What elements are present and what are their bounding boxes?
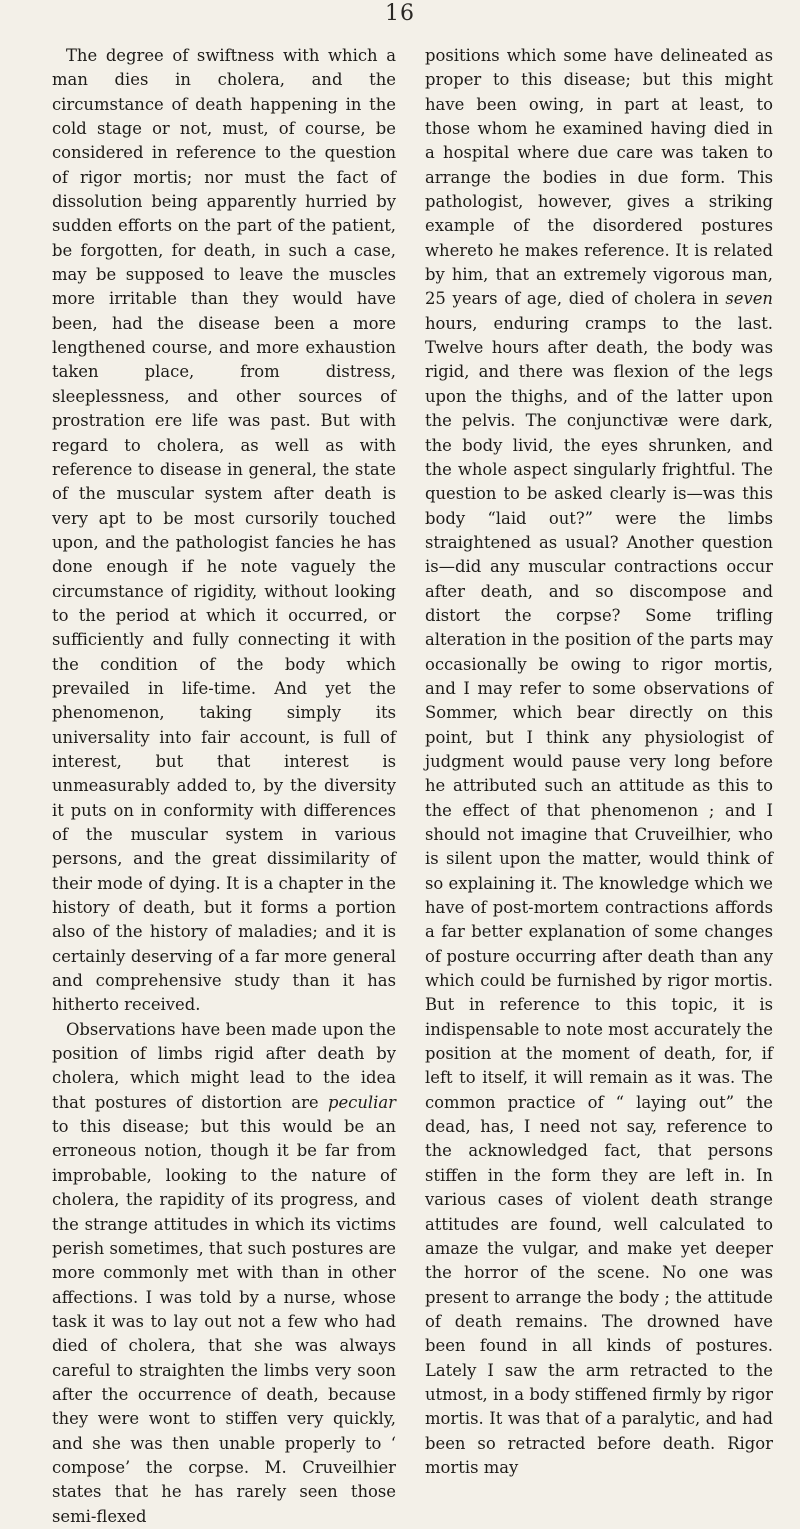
- page-number: 16: [385, 1, 415, 26]
- right-column: [425, 44, 773, 1480]
- paragraph-cruveilhier-part-2: hours, enduring cramps to the last. Twelve hours after death, the body was rigid, and there was flexion of the legs upon the thighs, and of the latter upon the pelvis. The conjunctivæ were dark, the body livid, the eyes shrunken, and the whole aspect singularly frightful. The question to be asked clearly is—was this body “laid out?” were the limbs straightened as usual? Another question is—did any muscular contractions occur after death, and so discompose and distort the corpse? Some trifling alteration in the position of the parts may occasionally be owing to rigor mortis, and I may refer to some observations of Sommer, which bear directly on this point, but I think any physiologist of judgment would pause very long before he attributed such an attitude as this to the effect of that phenomenon ; and I should not imagine that Cruveilhier, who is silent upon the matter, would think of so explaining it. The knowledge which we have of post-mortem contractions affords a far better explanation of some changes of posture occurring after death than any which could be furnished by rigor mortis. But in reference to this topic, it is indispensable to note most accurately the position at the moment of death, for, if left to itself, it will remain as it was. The common practice of “ laying out” the dead, has, I need not say, reference to the acknowledged fact, that persons stiffen in the form they are left in. In various cases of violent death strange attitudes are found, well calculated to amaze the vulgar, and make yet deeper the horror of the scene. No one was present to arrange the body ; the attitude of death remains. The drowned have been found in all kinds of postures. Lately I saw the arm retracted to the utmost, in a body stiffened firmly by rigor mortis. It was that of a paralytic, and had been so retracted before death. Rigor mortis may: [425, 313, 773, 1477]
- emphasis-seven: seven: [725, 289, 773, 309]
- paragraph-observations-part-2: to this disease; but this would be an erroneous notion, though it be far from improbable, looking to the nature of cholera, the rapidity of its progress, and the strange attitudes in which its victims perish sometimes, that such postures are more commonly met with than in other affections. I was told by a nurse, whose task it was to lay out not a few who had died of cholera, that she was always careful to straighten the limbs very soon after the occurrence of death, because they were wont to stiffen very quickly, and she was then unable properly to ‘ compose’ the corpse. M. Cruveilhier states that he has rarely seen those semi-flexed: [52, 1117, 396, 1526]
- paragraph-observations-part-1: Observations have been made upon the position of limbs rigid after death by cholera, which might lead to the idea that postures of distortion are: [52, 1019, 396, 1112]
- paragraph-cruveilhier-continued: [425, 44, 773, 1480]
- left-column: [52, 44, 396, 1529]
- emphasis-peculiar: peculiar: [327, 1092, 396, 1112]
- paragraph-rigor-mortis-intro: The degree of swiftness with which a man dies in cholera, and the circumstance of death happening in the cold stage or not, must, of course, be considered in reference to the question of rigor mortis; nor must the fact of dissolution being apparently hurried by sudden efforts on the part of the patient, be forgotten, for death, in such a case, may be supposed to leave the muscles more irritable than they would have been, had the disease been a more lengthened course, and more exhaustion taken place, from distress, sleeplessness, and other sources of prostration ere life was past. But with regard to cholera, as well as with reference to disease in general, the state of the muscular system after death is very apt to be most cursorily touched upon, and the pathologist fancies he has done enough if he note vaguely the circumstance of rigidity, without looking to the period at which it occurred, or sufficiently and fully connecting it with the condition of the body which prevailed in life-time. And yet the phenomenon, taking simply its universality into fair account, is full of interest, but that interest is unmeasurably added to, by the diversity it puts on in conformity with differences of the muscular system in various persons, and the great dissimilarity of their mode of dying. It is a chapter in the history of death, but it forms a portion also of the history of maladies; and it is certainly deserving of a far more general and comprehensive study than it has hitherto received.: [52, 46, 396, 1015]
- paragraph-cruveilhier-part-1: positions which some have delineated as proper to this disease; but this might have been owing, in part at least, to those whom he examined having died in a hospital where due care was taken to arrange the bodies in due form. This pathologist, however, gives a striking example of the disordered postures whereto he makes reference. It is related by him, that an extremely vigorous man, 25 years of age, died of cholera in: [425, 46, 773, 309]
- paragraph-observations-postures: [52, 1018, 396, 1529]
